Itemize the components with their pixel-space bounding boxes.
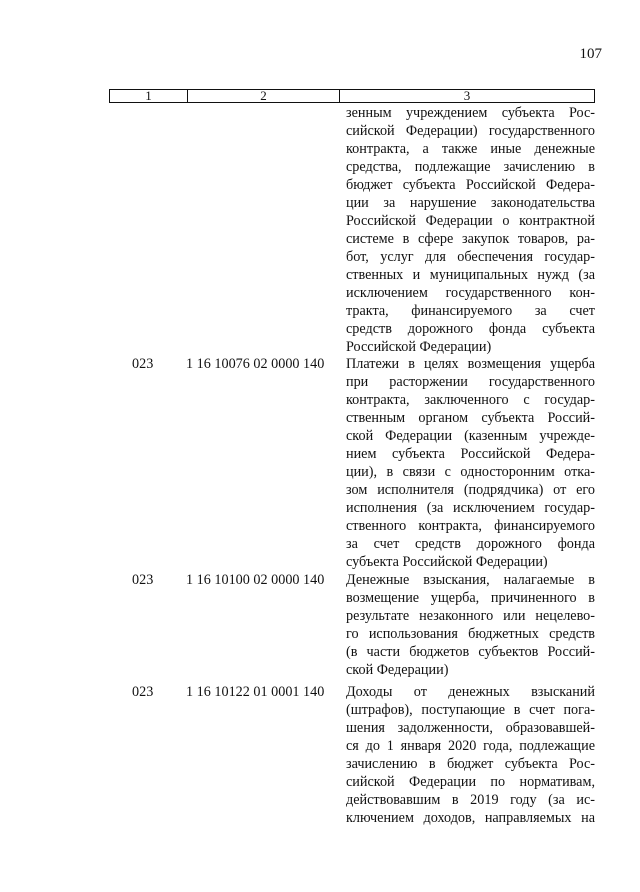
description-line: Платежи в целях возмещения ущерба: [346, 356, 595, 372]
header-column-2: 2: [188, 90, 340, 102]
description-line: исключением государственного кон-: [346, 285, 595, 301]
description-line: ской Федерации (казенным учрежде-: [346, 428, 595, 444]
description-line: ции), в связи с односторонним отка-: [346, 464, 595, 480]
revenue-description: [346, 355, 595, 571]
description-line: ся до 1 января 2020 года, подлежащие: [346, 738, 595, 754]
description-line: зом исполнителя (подрядчика) от его: [346, 482, 595, 498]
description-line: за счет средств дорожного фонда: [346, 536, 595, 552]
description-line: зачислению в бюджет субъекта Рос-: [346, 756, 595, 772]
description-line: результате незаконного или нецелево-: [346, 608, 595, 624]
description-line: исполнения (за исключением государ-: [346, 500, 595, 516]
budget-classification-code: 1 16 10076 02 0000 140: [186, 356, 325, 372]
description-line: ской Федерации): [346, 662, 449, 678]
description-line: контракта, заключенного с государ-: [346, 392, 595, 408]
description-line: бюджет субъекта Российской Федера-: [346, 177, 595, 193]
budget-classification-code: 1 16 10100 02 0000 140: [186, 572, 325, 588]
description-line: Денежные взыскания, налагаемые в: [346, 572, 595, 588]
description-line: ственных и муниципальных нужд (за: [346, 267, 595, 283]
admin-code: 023: [132, 572, 154, 588]
description-line: (в части бюджетов субъектов Россий-: [346, 644, 595, 660]
description-line: ключением доходов, направляемых на: [346, 810, 595, 826]
description-line: системе в сфере закупок товаров, ра-: [346, 231, 595, 247]
admin-code: 023: [132, 684, 154, 700]
admin-code: 023: [132, 356, 154, 372]
description-line: бот, услуг для обеспечения государ-: [346, 249, 595, 265]
description-line: при расторжении государственного: [346, 374, 595, 390]
revenue-description: [346, 104, 595, 356]
description-line: Доходы от денежных взысканий: [346, 684, 595, 700]
description-line: (штрафов), поступающие в счет пога-: [346, 702, 595, 718]
page-number: 107: [579, 46, 602, 62]
description-line: ственного контракта, финансируемого: [346, 518, 595, 534]
description-line: сийской Федерации по нормативам,: [346, 774, 595, 790]
description-line: Российской Федерации о контрактной: [346, 213, 595, 229]
description-line: контракта, а также иные денежные: [346, 141, 595, 157]
description-line: действовавшим в 2019 году (за ис-: [346, 792, 595, 808]
description-line: субъекта Российской Федерации): [346, 554, 548, 570]
description-line: средств дорожного фонда субъекта: [346, 321, 595, 337]
table-header: [109, 89, 595, 103]
description-line: нием субъекта Российской Федера-: [346, 446, 595, 462]
description-line: возмещение ущерба, причиненного в: [346, 590, 595, 606]
description-line: го использования бюджетных средств: [346, 626, 595, 642]
budget-classification-code: 1 16 10122 01 0001 140: [186, 684, 325, 700]
header-column-1: 1: [110, 90, 188, 102]
revenue-description: [346, 683, 595, 827]
description-line: Российской Федерации): [346, 339, 492, 355]
description-line: шения задолженности, образовавшей-: [346, 720, 595, 736]
description-line: тракта, финансируемого за счет: [346, 303, 595, 319]
description-line: сийской Федерации) государственного: [346, 123, 595, 139]
header-column-3: 3: [463, 88, 471, 103]
description-line: зенным учреждением субъекта Рос-: [346, 105, 595, 121]
revenue-description: [346, 571, 595, 679]
description-line: ции за нарушение законодательства: [346, 195, 595, 211]
description-line: ственным органом субъекта Россий-: [346, 410, 595, 426]
description-line: средства, подлежащие зачислению в: [346, 159, 595, 175]
